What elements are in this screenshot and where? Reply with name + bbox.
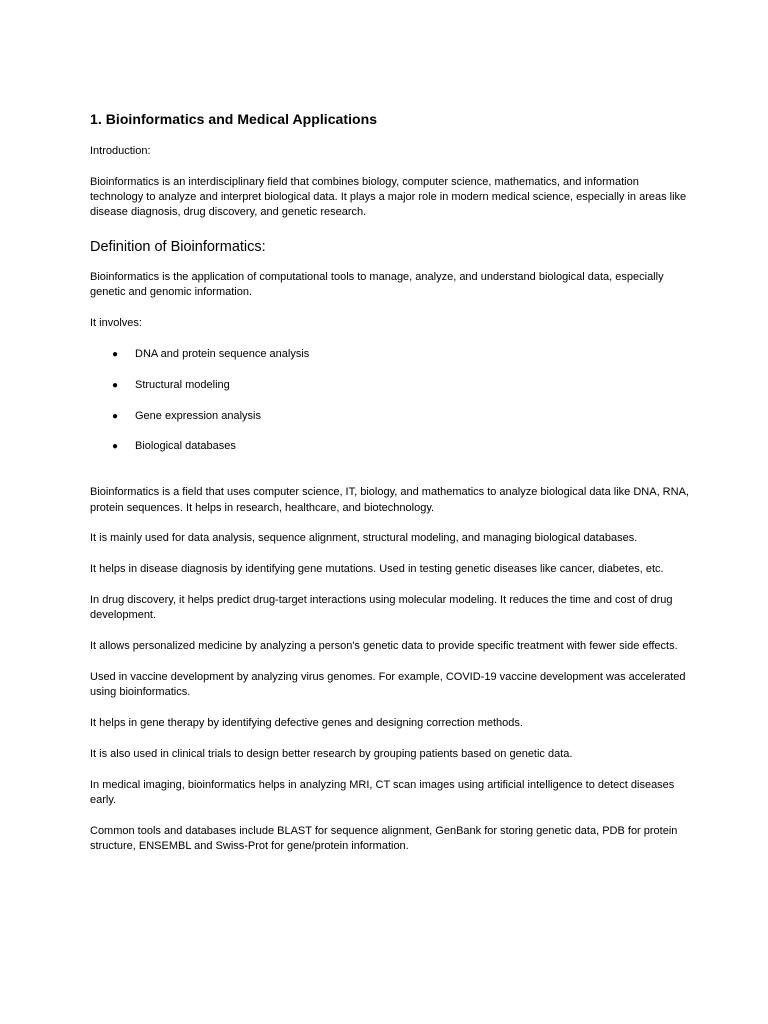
involves-label: It involves: xyxy=(90,317,142,330)
list-item xyxy=(90,409,690,424)
body-paragraph: Used in vaccine development by analyzing virus genomes. For example, COVID-19 vaccine development was accelerated using bioinformatics. xyxy=(90,670,686,699)
bullet-icon: ● xyxy=(112,349,119,361)
definition-paragraph: Bioinformatics is the application of computational tools to manage, analyze, and understand biological data, especially genetic and genomic information. xyxy=(90,271,664,299)
document-page xyxy=(90,108,690,870)
document-title: 1. Bioinformatics and Medical Applications xyxy=(90,111,378,127)
list-item xyxy=(90,439,690,454)
bullet-icon: ● xyxy=(112,410,119,422)
intro-label: Introduction: xyxy=(90,145,151,157)
body-paragraph: In medical imaging, bioinformatics helps in analyzing MRI, CT scan images using artificial intelligence to detect diseases early. xyxy=(90,778,675,806)
list-item-text: Gene expression analysis xyxy=(135,409,261,422)
body-paragraph: It helps in gene therapy by identifying defective genes and designing correction methods. xyxy=(90,716,523,729)
body-paragraph: It is also used in clinical trials to design better research by grouping patients based on genetic data. xyxy=(90,747,573,760)
spacer xyxy=(90,470,690,485)
list-item-text: DNA and protein sequence analysis xyxy=(135,348,310,361)
intro-paragraph: Bioinformatics is an interdisciplinary field that combines biology, computer science, mathematics, and information technology to analyze and interpret biological data. It plays a major role in modern medical science, especially in areas like disease diagnosis, drug discovery, and genetic research. xyxy=(90,175,687,219)
list-item xyxy=(90,347,690,362)
bullet-icon: ● xyxy=(112,379,119,391)
body-paragraph: It allows personalized medicine by analyzing a person's genetic data to provide specific treatment with fewer side effects. xyxy=(90,640,678,653)
body-paragraph: It is mainly used for data analysis, sequence alignment, structural modeling, and managing biological databases. xyxy=(90,532,638,545)
body-paragraph: Bioinformatics is a field that uses computer science, IT, biology, and mathematics to analyze biological data like DNA, RNA, protein sequences. It helps in research, healthcare, and biotechnology. xyxy=(90,486,689,514)
bullet-icon: ● xyxy=(112,441,119,453)
body-paragraph: In drug discovery, it helps predict drug-target interactions using molecular modeling. It reduces the time and cost of drug development. xyxy=(90,593,673,622)
body-paragraph: It helps in disease diagnosis by identifying gene mutations. Used in testing genetic diseases like cancer, diabetes, etc. xyxy=(90,563,664,576)
list-item xyxy=(90,378,690,393)
involves-list xyxy=(90,347,690,455)
definition-heading: Definition of Bioinformatics: xyxy=(90,239,266,256)
list-item-text: Biological databases xyxy=(135,440,236,453)
list-item-text: Structural modeling xyxy=(135,378,230,391)
body-paragraph: Common tools and databases include BLAST for sequence alignment, GenBank for storing genetic data, PDB for protein structure, ENSEMBL and Swiss-Prot for gene/protein information. xyxy=(90,824,678,852)
